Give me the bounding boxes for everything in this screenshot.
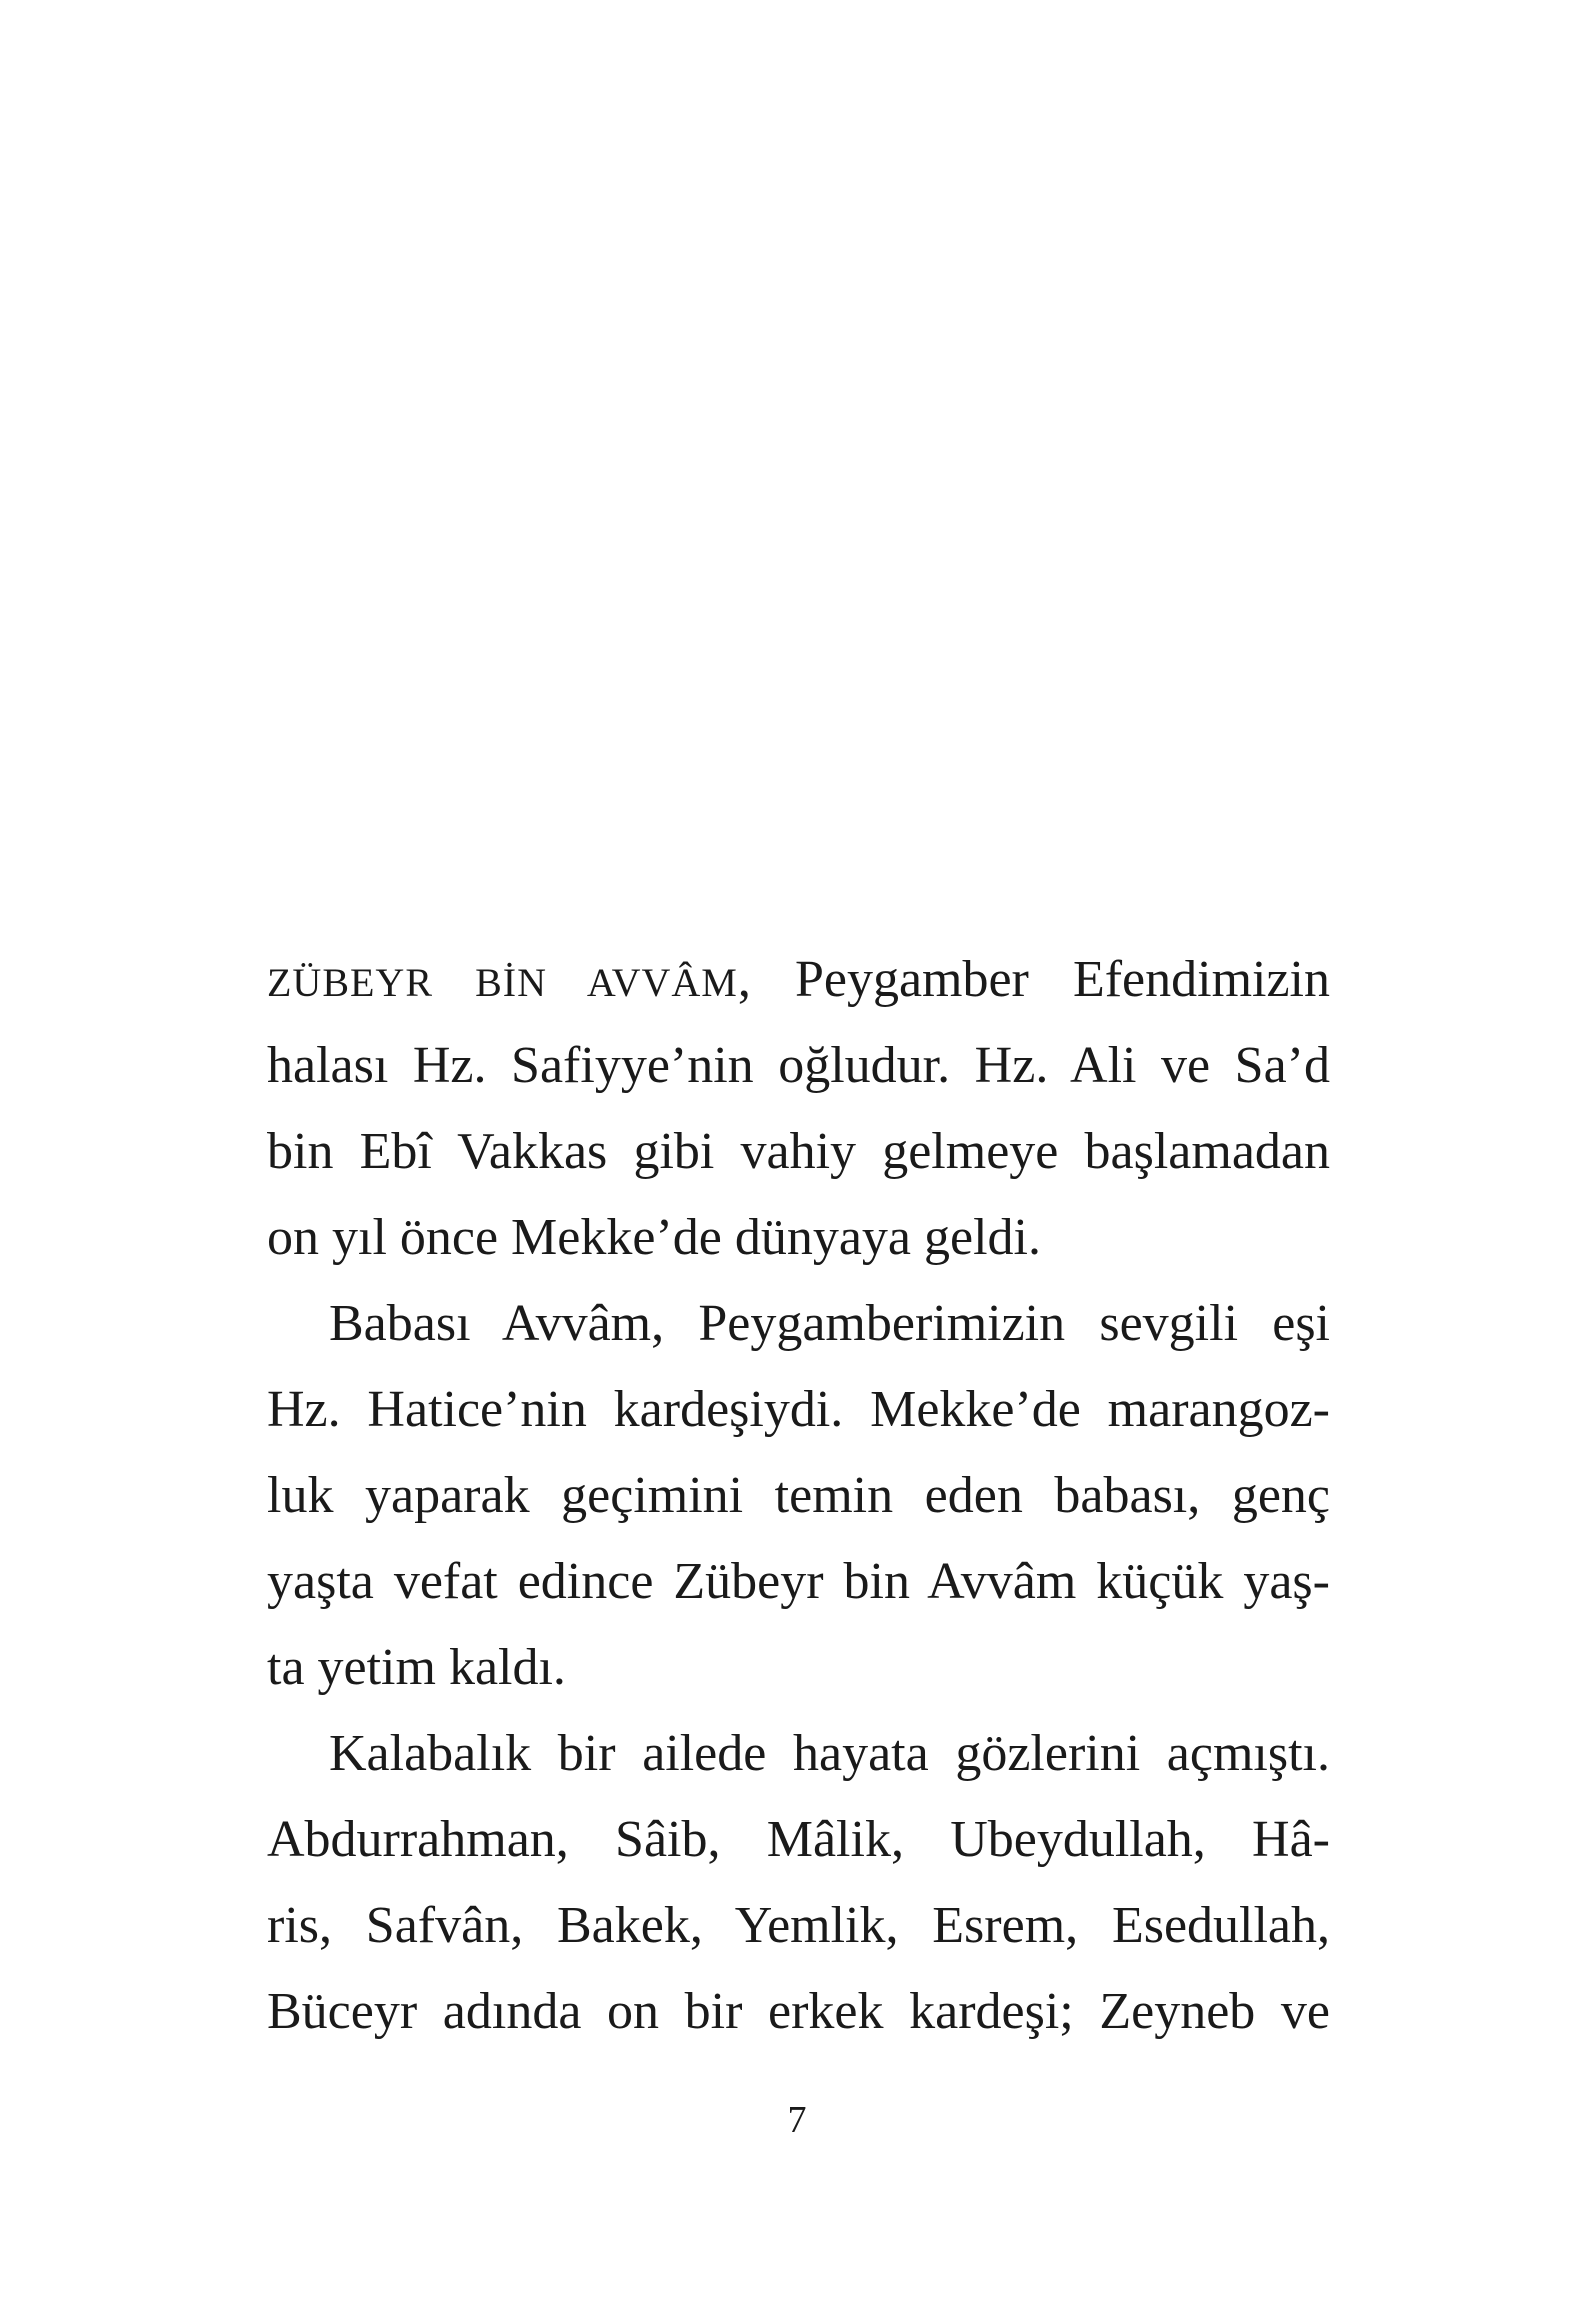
text-line-3: bin Ebî Vakkas gibi vahiy gelmeye başlamadan: [267, 1123, 1330, 1180]
text-line-12: ris, Safvân, Bakek, Yemlik, Esrem, Esedullah,: [267, 1897, 1330, 1954]
text-line-11: Abdurrahman, Sâib, Mâlik, Ubeydullah, Hâ-: [267, 1811, 1330, 1868]
text-line-8: yaşta vefat edince Zübeyr bin Avvâm küçük yaş-: [267, 1553, 1330, 1610]
chapter-lead-smallcaps: ZÜBEYR BİN AVVÂM: [267, 960, 738, 1005]
text-line-13: Büceyr adında on bir erkek kardeşi; Zeyneb ve: [267, 1983, 1330, 2040]
text-line-7: luk yaparak geçimini temin eden babası, genç: [267, 1467, 1330, 1524]
text-line-2: halası Hz. Safiyye’nin oğludur. Hz. Ali ve Sa’d: [267, 1037, 1330, 1094]
page-number: 7: [787, 2099, 807, 2141]
text-line-6: Hz. Hatice’nin kardeşiydi. Mekke’de marangoz-: [267, 1381, 1330, 1438]
text-line-5: Babası Avvâm, Peygamberimizin sevgili eşi: [329, 1295, 1330, 1352]
body-text: [267, 937, 1330, 2055]
text-line-1-rest: , Peygamber Efendimizin: [737, 951, 1330, 1008]
text-line-1: [267, 937, 1330, 1023]
text-line-10: Kalabalık bir ailede hayata gözlerini açmıştı.: [329, 1725, 1330, 1782]
text-line-4: on yıl önce Mekke’de dünyaya geldi.: [267, 1209, 1041, 1266]
text-line-9: ta yetim kaldı.: [267, 1639, 566, 1696]
